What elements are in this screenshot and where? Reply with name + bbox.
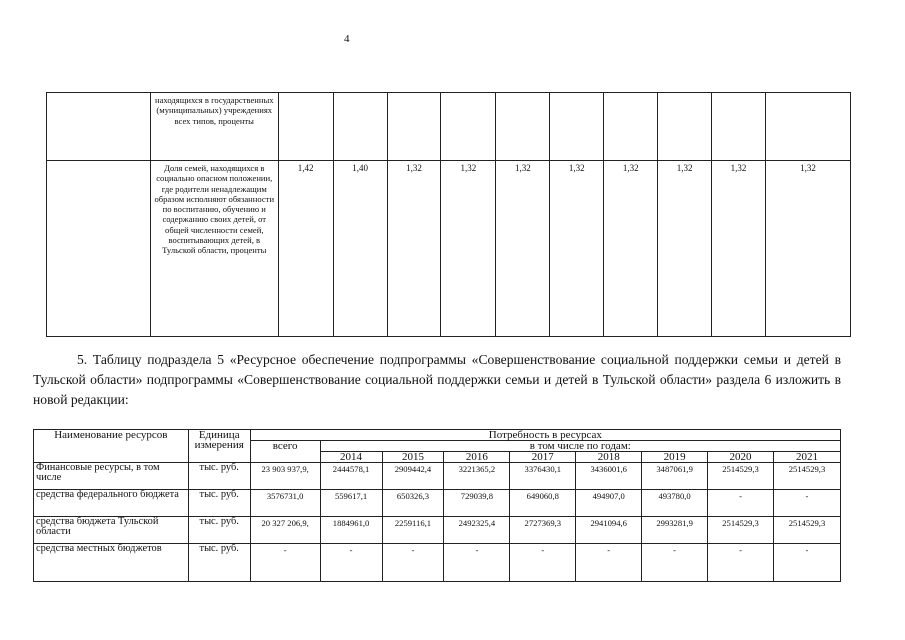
year-header: 2017 — [510, 452, 576, 463]
indicator-name: находящихся в государственных (муниципальных) учреждениях всех типов, проценты — [150, 93, 278, 161]
value-cell: 1,32 — [712, 161, 766, 337]
year-header: 2019 — [642, 452, 708, 463]
header-total: всего — [250, 441, 320, 463]
value-cell — [604, 93, 658, 161]
resource-total: 20 327 206,9, — [250, 517, 320, 544]
value-cell: 1,32 — [496, 161, 550, 337]
year-value: 649060,8 — [510, 490, 576, 517]
year-value: 729039,8 — [444, 490, 510, 517]
year-header: 2016 — [444, 452, 510, 463]
year-value: - — [642, 544, 708, 582]
resource-name: Финансовые ресурсы, в том числе — [34, 463, 189, 490]
year-value: - — [444, 544, 510, 582]
indicator-row — [47, 93, 851, 161]
value-cell — [766, 93, 851, 161]
empty-cell — [47, 161, 151, 337]
year-value: 2514529,3 — [708, 517, 774, 544]
value-cell: 1,32 — [550, 161, 604, 337]
year-value: - — [708, 544, 774, 582]
resource-name: средства бюджета Тульской области — [34, 517, 189, 544]
value-cell: 1,42 — [278, 161, 333, 337]
header-by-years: в том числе по годам: — [320, 441, 840, 452]
header-resource: Наименование ресурсов — [34, 430, 189, 463]
year-value: 2941094,6 — [576, 517, 642, 544]
year-value: 2514529,3 — [708, 463, 774, 490]
header-need: Потребность в ресурсах — [250, 430, 840, 441]
year-value: 2514529,3 — [773, 517, 840, 544]
year-value: 2514529,3 — [773, 463, 840, 490]
value-cell: 1,32 — [604, 161, 658, 337]
value-cell: 1,32 — [441, 161, 496, 337]
year-value: - — [773, 544, 840, 582]
year-header: 2014 — [320, 452, 382, 463]
resource-row — [34, 544, 841, 582]
year-value: 2909442,4 — [382, 463, 444, 490]
resource-total: 3576731,0 — [250, 490, 320, 517]
year-value: 2993281,9 — [642, 517, 708, 544]
year-value: 2259116,1 — [382, 517, 444, 544]
resource-unit: тыс. руб. — [188, 463, 250, 490]
year-header: 2020 — [708, 452, 774, 463]
value-cell: 1,32 — [766, 161, 851, 337]
indicators-table — [46, 92, 851, 337]
value-cell — [387, 93, 441, 161]
value-cell — [278, 93, 333, 161]
resource-unit: тыс. руб. — [188, 490, 250, 517]
year-header: 2015 — [382, 452, 444, 463]
value-cell: 1,32 — [658, 161, 712, 337]
empty-cell — [47, 93, 151, 161]
year-value: 3221365,2 — [444, 463, 510, 490]
resource-name: средства федерального бюджета — [34, 490, 189, 517]
indicator-row — [47, 161, 851, 337]
year-value: 3487061,9 — [642, 463, 708, 490]
year-value: - — [773, 490, 840, 517]
indicator-name: Доля семей, находящихся в социально опасном положении, где родители ненадлежащим образом исполняют обязанности по воспитанию, обучению и содержанию своих детей, от общей численности семей, воспитывающих детей, в Тульской области, проценты — [150, 161, 278, 337]
resource-name: средства местных бюджетов — [34, 544, 189, 582]
value-cell — [712, 93, 766, 161]
year-value: 559617,1 — [320, 490, 382, 517]
header-unit: Единица измерения — [188, 430, 250, 463]
resource-row — [34, 517, 841, 544]
resource-total: 23 903 937,9, — [250, 463, 320, 490]
resource-unit: тыс. руб. — [188, 517, 250, 544]
value-cell — [441, 93, 496, 161]
year-header: 2021 — [773, 452, 840, 463]
resource-unit: тыс. руб. — [188, 544, 250, 582]
value-cell — [658, 93, 712, 161]
year-value: - — [320, 544, 382, 582]
year-value: 1884961,0 — [320, 517, 382, 544]
year-value: - — [708, 490, 774, 517]
resource-row — [34, 463, 841, 490]
year-value: 2727369,3 — [510, 517, 576, 544]
value-cell: 1,40 — [333, 161, 387, 337]
amendment-paragraph: 5. Таблицу подраздела 5 «Ресурсное обеспечение подпрограммы «Совершенствование социальной поддержки семьи и детей в Тульской области» подпрограммы «Совершенствование социальной поддержки семьи и детей в Тульской области» раздела 6 изложить в новой редакции: — [33, 352, 841, 407]
header-row — [34, 430, 841, 441]
page-number: 4 — [344, 33, 350, 45]
value-cell — [550, 93, 604, 161]
year-value: 2444578,1 — [320, 463, 382, 490]
value-cell: 1,32 — [387, 161, 441, 337]
year-header: 2018 — [576, 452, 642, 463]
resource-row — [34, 490, 841, 517]
value-cell — [333, 93, 387, 161]
value-cell — [496, 93, 550, 161]
resources-table — [33, 429, 841, 582]
year-value: - — [576, 544, 642, 582]
year-value: 494907,0 — [576, 490, 642, 517]
resource-total: - — [250, 544, 320, 582]
year-value: - — [510, 544, 576, 582]
year-value: - — [382, 544, 444, 582]
year-value: 493780,0 — [642, 490, 708, 517]
year-value: 650326,3 — [382, 490, 444, 517]
year-value: 2492325,4 — [444, 517, 510, 544]
year-value: 3436001,6 — [576, 463, 642, 490]
year-value: 3376430,1 — [510, 463, 576, 490]
